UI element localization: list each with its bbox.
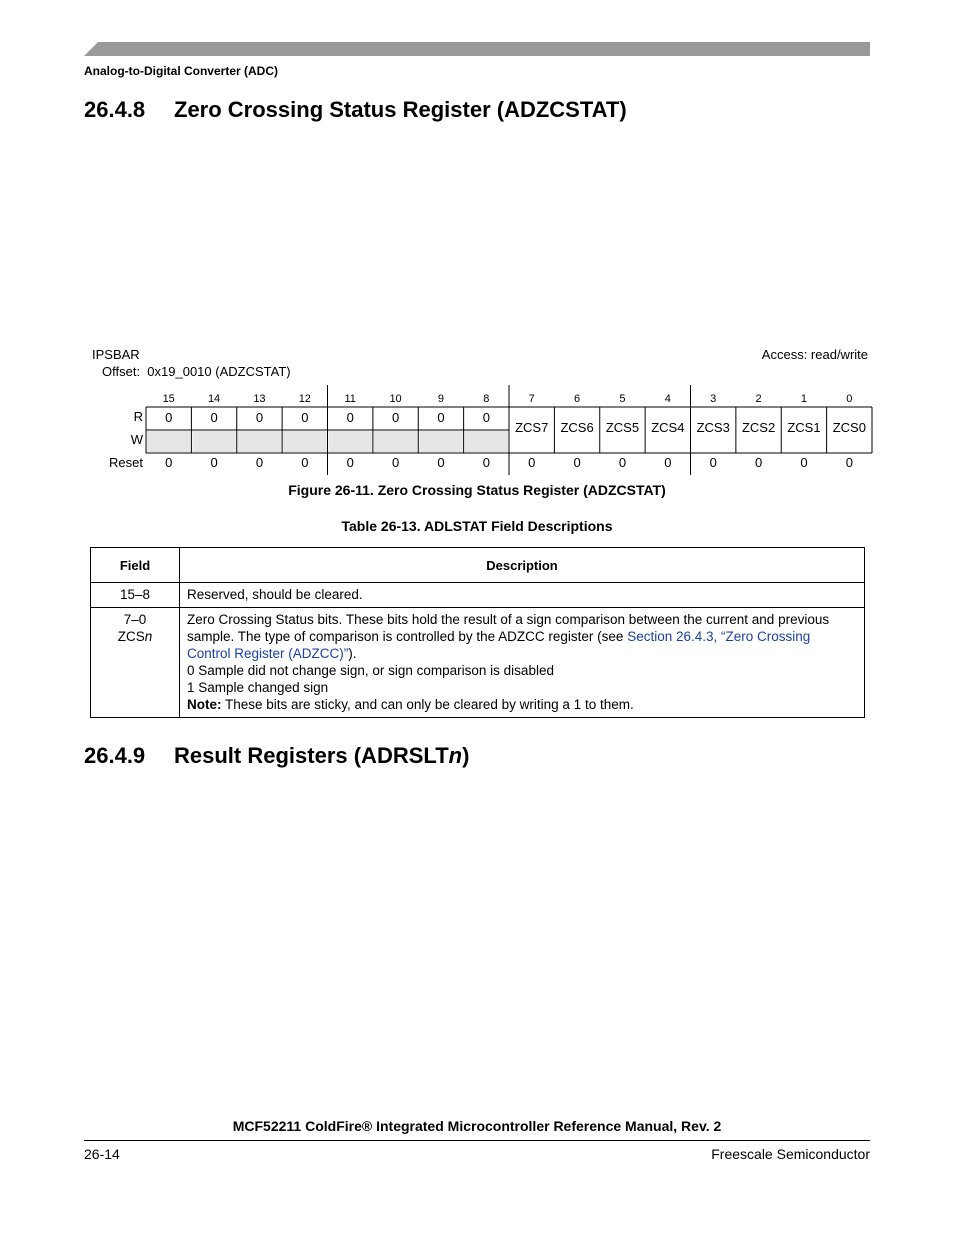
reset-value: 0 — [709, 455, 717, 470]
reserved-write-cell — [374, 431, 417, 452]
field-cell: 15–8 — [91, 583, 180, 608]
row-label-reset: Reset — [109, 455, 143, 470]
option-0: 0 Sample did not change sign, or sign comparison is disabled — [187, 663, 554, 678]
option-1: 1 Sample changed sign — [187, 680, 329, 695]
reserved-write-cell — [283, 431, 326, 452]
bit-number: 13 — [253, 393, 266, 405]
bit-number: 0 — [846, 393, 853, 405]
read-value: 0 — [210, 410, 218, 425]
description-end: ). — [348, 646, 357, 661]
read-value: 0 — [165, 410, 173, 425]
reset-value: 0 — [482, 455, 490, 470]
reset-value: 0 — [664, 455, 672, 470]
description-body: Zero Crossing Status bits. These bits hold the result of a sign comparison between the current and previous sample. The type of comparison is controlled by the ADZCC register (see — [187, 612, 830, 644]
reserved-write-cell — [147, 431, 190, 452]
reset-value: 0 — [528, 455, 536, 470]
field-name-cell: ZCS5 — [605, 420, 640, 435]
register-offset — [102, 364, 291, 379]
reserved-write-cell — [192, 431, 235, 452]
reset-value: 0 — [301, 455, 309, 470]
page-number: 26-14 — [84, 1146, 120, 1162]
reset-value: 0 — [255, 455, 264, 470]
bit-number: 5 — [619, 393, 626, 405]
bit-number: 2 — [755, 393, 762, 405]
reset-value: 0 — [618, 455, 627, 470]
header-bar — [84, 42, 870, 56]
field-name-cell: ZCS7 — [515, 420, 549, 435]
bit-number: 15 — [162, 393, 175, 405]
field-description-table — [90, 547, 865, 718]
read-value: 0 — [391, 410, 400, 425]
reset-value: 0 — [800, 455, 808, 470]
reset-value: 0 — [210, 455, 218, 470]
description-cell — [180, 608, 865, 718]
reset-value: 0 — [573, 455, 581, 470]
chapter-title: Analog-to-Digital Converter (ADC) — [84, 64, 278, 78]
section-title: Zero Crossing Status Register (ADZCSTAT) — [174, 97, 627, 122]
read-value: 0 — [437, 410, 445, 425]
bit-number: 9 — [437, 393, 444, 405]
section-number: 26.4.9 — [84, 743, 146, 768]
bit-number: 6 — [574, 393, 581, 405]
figure-caption: Figure 26-11. Zero Crossing Status Register (ADZCSTAT) — [288, 482, 666, 498]
reserved-write-cell — [329, 431, 372, 452]
field-name-cell: ZCS2 — [741, 420, 776, 435]
table-row — [91, 608, 865, 718]
header-field: Field — [91, 548, 180, 583]
table-header-row — [91, 548, 865, 583]
reset-value: 0 — [437, 455, 445, 470]
bit-number: 1 — [800, 393, 807, 405]
note-text: These bits are sticky, and can only be cleared by writing a 1 to them. — [221, 697, 634, 712]
read-value: 0 — [255, 410, 264, 425]
footer-rule — [84, 1140, 870, 1141]
note-label: Note: — [187, 697, 222, 712]
section-title — [174, 743, 469, 768]
row-label-write: W — [130, 432, 143, 447]
read-value: 0 — [482, 410, 490, 425]
bit-number: 4 — [664, 393, 671, 405]
description-cell: Reserved, should be cleared. — [180, 583, 865, 608]
bit-number: 12 — [298, 393, 311, 405]
bit-number: 7 — [528, 393, 535, 405]
section-title-prefix: Result Registers (ADRSLT — [174, 743, 449, 768]
field-name — [91, 628, 179, 645]
section-heading-26-4-8 — [84, 97, 627, 123]
register-base: IPSBAR — [92, 347, 140, 362]
bit-number: 14 — [207, 393, 221, 405]
field-name-suffix: n — [144, 629, 153, 644]
reset-value: 0 — [754, 455, 763, 470]
field-name-cell: ZCS1 — [787, 420, 821, 435]
reserved-write-cell — [419, 431, 462, 452]
offset-label: Offset: — [102, 364, 141, 379]
read-value: 0 — [346, 410, 354, 425]
reserved-write-cell — [238, 431, 281, 452]
table-row — [91, 583, 865, 608]
bit-number: 3 — [710, 393, 717, 405]
footer-company: Freescale Semiconductor — [711, 1146, 870, 1162]
section-title-suffix: ) — [462, 743, 470, 768]
footer-title: MCF52211 ColdFire® Integrated Microcontroller Reference Manual, Rev. 2 — [232, 1118, 722, 1134]
field-name-cell: ZCS0 — [832, 420, 866, 435]
reset-value: 0 — [346, 455, 354, 470]
description-text — [187, 611, 857, 662]
field-cell — [91, 608, 180, 718]
reset-value: 0 — [845, 455, 853, 470]
field-bits: 7–0 — [123, 612, 147, 627]
section-link[interactable]: Section 26.4.3, “Zero Crossing Control Register (ADZCC)” — [187, 629, 811, 661]
header-description: Description — [180, 548, 865, 583]
note — [187, 696, 857, 713]
reset-value: 0 — [391, 455, 400, 470]
bit-number: 11 — [344, 393, 356, 405]
offset-value: 0x19_0010 (ADZCSTAT) — [147, 364, 291, 379]
section-heading-26-4-9 — [84, 743, 469, 769]
reset-value: 0 — [165, 455, 173, 470]
field-name-cell: ZCS6 — [560, 420, 594, 435]
section-number: 26.4.8 — [84, 97, 146, 122]
row-label-read: R — [133, 409, 143, 424]
field-name-cell: ZCS3 — [696, 420, 730, 435]
bit-number: 8 — [483, 393, 490, 405]
register-access: Access: read/write — [761, 347, 868, 362]
section-title-italic: n — [448, 743, 463, 768]
field-name-cell: ZCS4 — [651, 420, 685, 435]
field-name-prefix: ZCS — [117, 629, 145, 644]
reserved-write-cell — [465, 431, 508, 452]
table-caption: Table 26-13. ADLSTAT Field Descriptions — [341, 518, 613, 534]
bit-number: 10 — [389, 393, 402, 405]
read-value: 0 — [301, 410, 309, 425]
